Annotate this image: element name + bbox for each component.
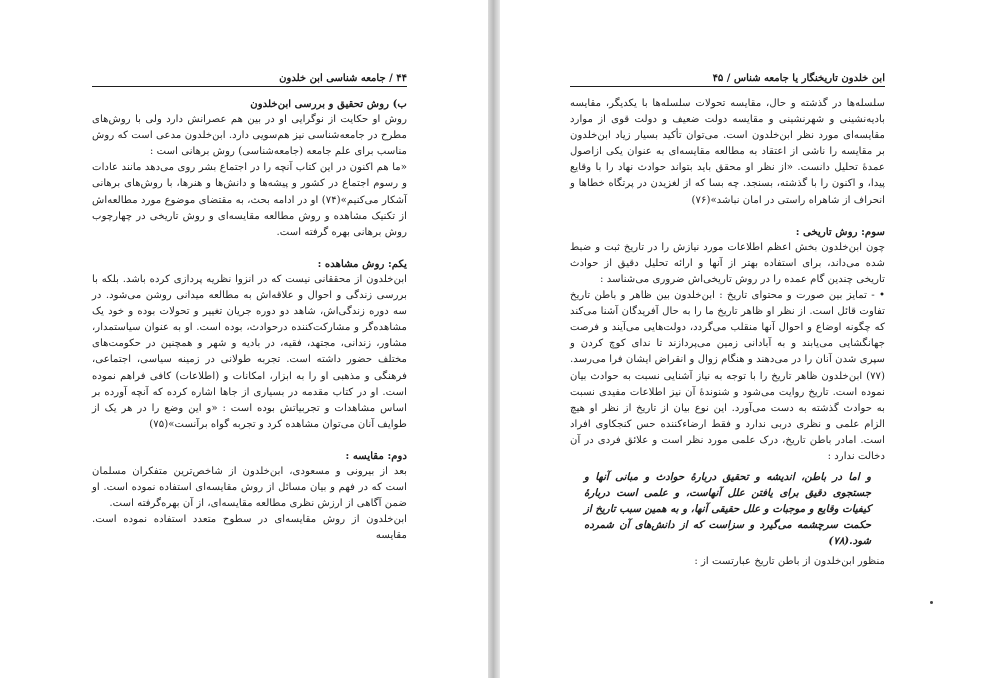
right-column bbox=[570, 72, 885, 570]
section-heading-comparison: دوم: مقایسه : bbox=[345, 449, 407, 462]
paragraph: سلسله‌ها در گذشته و حال، مقایسه تحولات سلسله‌ها با یکدیگر، مقایسه بادیه‌نشینی و شهرنشینی و مقایسه دولت ضعیف و دولت قوی از موارد مقایسه‌ای مورد نظر ابن‌خلدون است. می‌توان تأکید بسیار زیاد ابن‌خلدون بر مقایسه را ناشی از اعتقاد به مطالعه مقایسه‌ای به عنوان یکی ازاصول عمدهٔ تحلیل دانست. «از نظر او محقق باید بتواند حوادث نهاد را با وقایع پیدا، و اکنون را با گذشته، بسنجد. چه بسا که از لغزیدن در پرتگاه خطاها و انحراف از شاهراه راستی در امان نباشد»(۷۶) bbox=[570, 98, 885, 206]
section-heading-method: ب) روش تحقیق و بررسی ابن‌خلدون bbox=[250, 98, 407, 110]
paragraph: • - تمایز بین صورت و محتوای تاریخ : ابن‌خلدون بین ظاهر و باطن تاریخ تفاوت قائل است. از نظر او ظاهر تاریخ ما را به حال آفریدگان آشنا می‌کند که چگونه اوضاع و احوال آنها منقلب می‌گردد، دولت‌هایی می‌آیند و فرصت جهانگشایی می‌یابند و به آبادانی زمین می‌پردازند تا ندای کوچ کردن و سپری شدن آنان را در می‌دهند و هنگام زوال و انقراض ایشان فرا می‌رسد.(۷۷) ابن‌خلدون ظاهر تاریخ را با توجه به نیاز آشنایی نسبت به حوادث بیان نموده است. تاریخ روایت می‌شود و شنوندهٔ آن نیز اطلاعات مفیدی نسبت به حوادث گذشته به دست می‌آورد. این نوع بیان از تاریخ از نظر او هیچ الزام علمی و نظری دربی ندارد و فقط ارضاءکننده حس کنجکاوی افراد است. امادر باطن تاریخ، درک علمی مورد نظر است و علائق فردی در آن دخالت ندارد : bbox=[570, 290, 885, 462]
left-page-header bbox=[92, 72, 407, 87]
right-page bbox=[500, 0, 993, 678]
left-header-text: ۴۴ / جامعه شناسی ابن خلدون bbox=[279, 73, 407, 84]
block-quote: و اما در باطن، اندیشه و تحقیق دربارهٔ حوادث و مبانی آنها و جستجوی دقیق برای یافتن علل آنهاست، و علمی است دربارهٔ کیفیات وقایع و موجبات و علل حقیقی آنها، و به همین سبب تاریخ از حکمت سرچشمه می‌گیرد و سزاست که از دانش‌های آن شمرده شود.(۷۸) bbox=[584, 471, 871, 548]
book-gutter bbox=[488, 0, 500, 678]
paragraph: روش او حکایت از نوگرایی او در بین هم عصرانش دارد ولی با روش‌های مطرح در جامعه‌شناسی نیز هم‌سویی دارد. ابن‌خلدون مدعی است که روش مناسب برای علم جامعه (جامعه‌شناسی) روش برهانی است : bbox=[92, 114, 407, 158]
paragraph: چون ابن‌خلدون بخش اعظم اطلاعات مورد نیازش را در تاریخ ثبت و ضبط شده می‌داند، برای استفاده بهتر از آنها و ارائه تحلیل دقیق از حوادث تاریخی چندین گام عمده را در روش تاریخی‌اش ضروری می‌شناسد : bbox=[570, 241, 885, 285]
left-page bbox=[0, 0, 488, 678]
section-heading-observation: یکم: روش مشاهده : bbox=[317, 257, 407, 270]
page-speck bbox=[930, 601, 933, 604]
paragraph: بعد از بیرونی و مسعودی، ابن‌خلدون از شاخص‌ترین متفکران مسلمان است که در فهم و بیان مسائل از روش مقایسه‌ای استفاده نموده است. او ضمن آگاهی از ارزش نظری مطالعه مقایسه‌ای، از آن بهره‌گرفته است. bbox=[92, 465, 407, 510]
left-column bbox=[92, 72, 407, 544]
section-heading-historical: سوم: روش تاریخی : bbox=[795, 225, 885, 238]
paragraph: «ما هم اکنون در این کتاب آنچه را در اجتماع بشر روی می‌دهد مانند عادات و رسوم اجتماع در کشور و پیشه‌ها و دانش‌ها و هنرها، با روش‌های برهانی آشکار می‌کنیم»(۷۴) او در ادامه بحث، به مقتضای موضوع مورد مطالعه‌اش از تکنیک مشاهده و روش مطالعه مقایسه‌ای و روش تاریخی در چهارچوب روش برهانی بهره گرفته است. bbox=[92, 162, 407, 238]
right-page-header bbox=[570, 72, 885, 87]
paragraph: منظور ابن‌خلدون از باطن تاریخ عبارتست از : bbox=[694, 555, 885, 567]
right-header-text: ابن خلدون تاریخنگار یا جامعه شناس / ۴۵ bbox=[712, 73, 885, 84]
paragraph: ابن‌خلدون از محققانی نیست که در انزوا نظریه پردازی کرده باشد. بلکه با بررسی زندگی و احوال و علاقه‌اش به مطالعه میدانی روشن می‌شود. در سه دوره زندگی‌اش، شاهد دو دوره جریان تغییر و تحولات بوده و خود یک مشاهده‌گر و مشارکت‌کننده درحوادث، بوده است. او به عنوان سیاستمدار، مشاور، زندانی، مجتهد، فقیه، در بادیه و شهر و همچنین در حکومت‌های مختلف حضور داشته است. تجربه طولانی در زمینه سیاسی، اجتماعی، فرهنگی و مذهبی او را به ابزار، امکانات و (اطلاعات) کافی فراهم نموده است. او در کتاب مقدمه در بسیاری از جاها اشاره کرده که آنچه آورده بر اساس مشاهدات و تجربیاتش بوده است : «و این وضع را در هر یک از طوایف آنان می‌توان مشاهده کرد و تجربه گواه برآنست»(۷۵) bbox=[92, 273, 407, 430]
paragraph: ابن‌خلدون از روش مقایسه‌ای در سطوح متعدد استفاده نموده است. مقایسه bbox=[92, 514, 407, 542]
